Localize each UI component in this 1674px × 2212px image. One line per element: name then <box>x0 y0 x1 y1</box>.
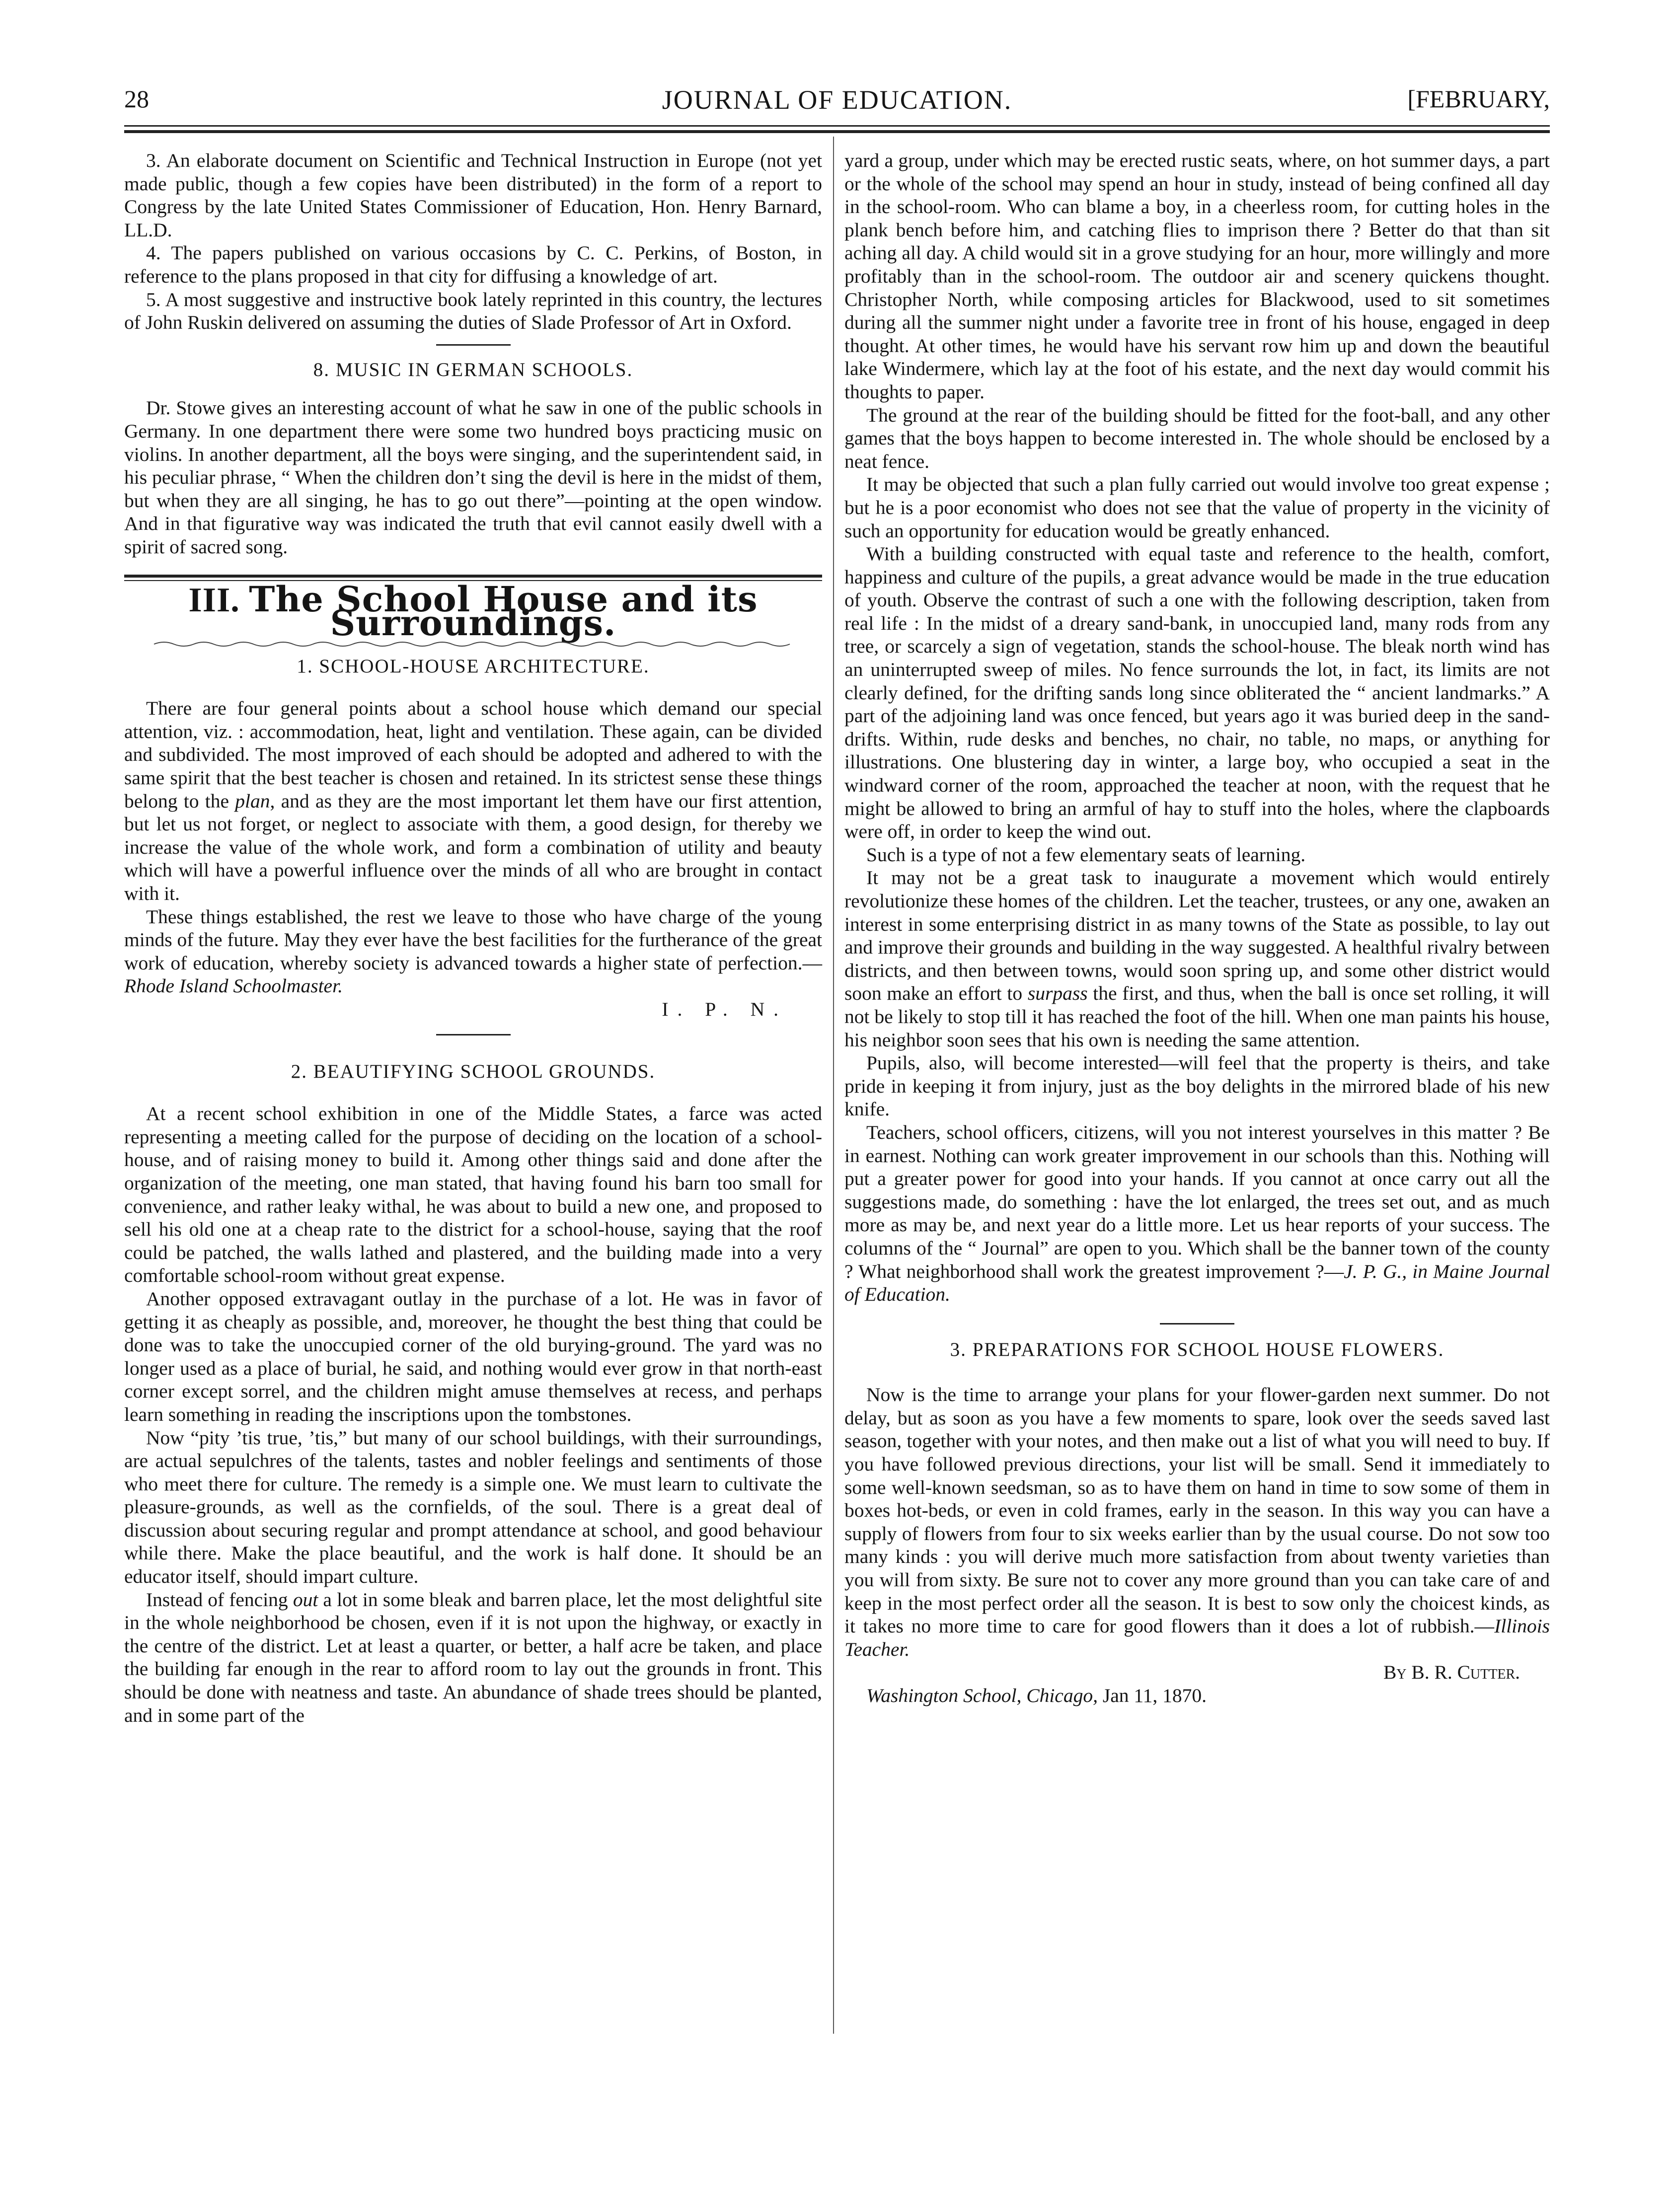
grounds-paragraph-4: Instead of fencing out a lot in some bleak and barren place, let the most delightful site in the whole neighborhood be chosen, even if it is not upon the highway, or exactly in the centre of the district. Let at least a quarter, or better, a half acre be taken, and place the building far enough in the rear to afford room to lay out the grounds in front. This should be done with neatness and taste. An abundance of shade trees should be planted, and in some part of the <box>124 1588 822 1726</box>
flowers-source: Illinois Teacher. <box>844 1615 1550 1660</box>
left-column <box>124 149 822 1727</box>
grounds-paragraph-1: At a recent school exhibition in one of the Middle States, a farce was acted representing a meeting called for the purpose of deciding on the location of a school-house, and of raising money to build it. Among other things said and done after the organization of the meeting, one man stated, that having found his barn too small for convenience, and rather leaky withal, he was about to build a new one, and proposed to sell his old one at a cheap rate to the district for a school-house, saying that the roof could be patched, the walls lathed and plastered, and the building made into a very comfortable school-room without great expense. <box>124 1103 822 1287</box>
issue-month: [FEBRUARY, <box>1407 85 1550 113</box>
part-rule-thick <box>124 575 822 578</box>
part-numeral: III. <box>188 581 240 619</box>
part-title-text: The School House and its Surroundings. <box>249 578 758 644</box>
architecture-paragraph-1: There are four general points about a school house which demand our special attention, viz. : accommodation, heat, light and ventilation. These again, can be divided and subdivided. The most improved of each should be adopted and adhered to with the same spirit that the best teacher is chosen and retained. In its strictest sense these things belong to the plan, and as they are the most important let them have our first attention, but let us not forget, or neglect to associate with them, a good design, for thereby we increase the value of the whole work, and form a combination of utility and beauty which will have a powerful influence over the minds of all who are brought in contact with it. <box>124 697 822 905</box>
architecture-paragraph-2: These things established, the rest we leave to those who have charge of the young minds of the future. May they ever have the best facilities for the furtherance of the great work of education, whereby society is advanced towards a higher state of perfection.—Rhode Island Schoolmaster. <box>124 905 822 997</box>
grounds-paragraph-11: Teachers, school officers, citizens, will you not interest yourselves in this matter ? Be in earnest. Nothing can work greater improvement in our schools than this. Nothing will put a greater power for good into your hands. If you cannot at once carry out all the suggestions made, do something : have the lot enlarged, the trees set out, and as much more as may be, and next year do a little more. Let us hear reports of your success. The columns of the “ Journal” are open to you. Which shall be the banner town of the county ? What neighborhood shall work the greatest improvement ?—J. P. G., in Maine Journal of Education. <box>844 1121 1550 1306</box>
section-rule <box>1160 1323 1234 1325</box>
architecture-signature: I. P. N. <box>662 998 787 1020</box>
music-heading: 8. MUSIC IN GERMAN SCHOOLS. <box>313 359 633 380</box>
column-divider <box>833 137 834 2034</box>
header-rule-thick <box>124 130 1550 133</box>
section-rule <box>436 344 511 346</box>
grounds-continued: yard a group, under which may be erected rustic seats, where, on hot summer days, a part or the whole of the school may spend an hour in study, instead of being confined all day in the school-room. Who can blame a boy, in a cheerless room, for cutting holes in the plank bench before him, and catching flies to imprison there ? Better do that than sit aching all day. A child would sit in a grove studying for an hour, more willingly and more profitably than in the school-room. The outdoor air and scenery quickens thought. Christopher North, while composing articles for Blackwood, used to sit sometimes during all the summer night under a favorite tree in front of his house, engaged in deep thought. At other times, he would have his servant row him up and down the beautiful lake Windermere, which lay at the foot of his estate, and the next day would commit his thoughts to paper. <box>844 149 1550 403</box>
grounds-paragraph-2: Another opposed extravagant outlay in the purchase of a lot. He was in favor of getting it as cheaply as possible, and, moreover, he thought the best thing that could be done was to take the unoccupied corner of the old burying-ground. The yard was no longer used as a place of burial, he said, and nothing would ever grow in that north-east corner except sorrel, and the children might amuse themselves at recess, and perhaps learn something in reading the inscriptions upon the tombstones. <box>124 1287 822 1425</box>
flowers-signature: By B. R. Cutter. <box>1383 1661 1520 1684</box>
page-number: 28 <box>124 85 149 113</box>
architecture-heading: 1. SCHOOL-HOUSE ARCHITECTURE. <box>297 655 650 677</box>
header-rule-thin <box>124 125 1550 127</box>
part-title <box>124 578 822 644</box>
flowers-paragraph: Now is the time to arrange your plans for your flower-garden next summer. Do not delay, but as soon as you have a few moments to spare, look over the seeds saved last season, together with your notes, and then make out a list of what you will need to buy. If you have followed previous directions, your list will be small. Send it immediately to some well-known seedsman, so as to have them on hand in time to sow some of them in boxes hot-beds, or even in cold frames, early in the season. In this way you can have a supply of flowers from four to six weeks earlier than by the usual course. Do not sow too many kinds : you will derive much more satisfaction from about twenty varieties than you will from sixty. Be sure not to cover any more ground than you can take care of and keep in the most perfect order all the season. It is best to sow only the choicest kinds, as it takes no more time to care for good flowers than it does a lot of rubbish.—Illinois Teacher. <box>844 1384 1550 1660</box>
grounds-heading: 2. BEAUTIFYING SCHOOL GROUNDS. <box>291 1060 656 1082</box>
grounds-paragraph-5: The ground at the rear of the building should be fitted for the foot-ball, and any other games that the boys happen to become interested in. The whole should be enclosed by a neat fence. <box>844 404 1550 472</box>
grounds-source: J. P. G., in Maine Journal of Education. <box>844 1260 1550 1306</box>
list-item-4: 4. The papers published on various occasions by C. C. Perkins, of Boston, in reference to the plans proposed in that city for diffusing a knowledge of art. <box>124 242 822 287</box>
grounds-paragraph-7: With a building constructed with equal taste and reference to the health, comfort, happiness and culture of the pupils, a great advance would be made in the true education of youth. Observe the contrast of such a one with the following description, taken from real life : In the midst of a dreary sand-bank, in unoccupied land, many rods from any tree, or scarcely a sign of vegetation, stands the school-house. The bleak north wind has an uninterrupted sweep of miles. No fence surrounds the lot, in fact, its limits are not clearly defined, for the drifting sands long since obliterated the “ ancient landmarks.” A part of the adjoining land was once fenced, but years ago it was buried deep in the sand-drifts. Within, rude desks and benches, no chair, no table, no maps, or anything for illustrations. One blustering day in winter, a large boy, who occupied a seat in the windward corner of the room, approached the teacher at noon, with the request that he might be allowed to bring an armful of hay to stuff into the holes, where the clapboards were off, in order to keep the wind out. <box>844 543 1550 843</box>
grounds-paragraph-3: Now “pity ’tis true, ’tis,” but many of our school buildings, with their surroundings, are actual sepulchres of the talents, tastes and nobler feelings and sentiments of those who meet there for culture. The remedy is a simple one. We must learn to cultivate the pleasure-grounds, as well as the cornfields, of the soul. There is a great deal of discussion about securing regular and prompt attendance at school, and good behaviour while there. Make the place beautiful, and the work is half done. It should be an educator itself, should impart culture. <box>124 1426 822 1588</box>
architecture-source: Rhode Island Schoolmaster. <box>124 975 343 997</box>
flowers-heading: 3. PREPARATIONS FOR SCHOOL HOUSE FLOWERS. <box>950 1338 1445 1360</box>
right-column <box>844 149 1550 1707</box>
section-rule <box>436 1034 511 1035</box>
grounds-paragraph-9: It may not be a great task to inaugurate a movement which would entirely revolutionize these homes of the children. Let the teacher, trustees, or any one, awaken an interest in some enterprising district in as many towns of the State as possible, to lay out and improve their grounds and building in the way suggested. A healthful rivalry between districts, and then between towns, would soon spring up, and some other district would soon make an effort to surpass the first, and thus, when the ball is once set rolling, it will not be likely to stop till it has reached the foot of the hill. When one man paints his house, his neighbor soon sees that his own is needing the same attention. <box>844 867 1550 1051</box>
list-item-3: 3. An elaborate document on Scientific and Technical Instruction in Europe (not yet made public, though a few copies have been distributed) in the form of a report to Congress by the late United States Commissioner of Education, Hon. Henry Barnard, LL.D. <box>124 149 822 241</box>
grounds-paragraph-10: Pupils, also, will become interested—will feel that the property is theirs, and take pride in keeping it from injury, just as the boy delights in the mirrored blade of his new knife. <box>844 1052 1550 1120</box>
journal-title: JOURNAL OF EDUCATION. <box>662 85 1012 115</box>
page-header <box>124 84 1550 124</box>
grounds-paragraph-6: It may be objected that such a plan fully carried out would involve too great expense ; but he is a poor economist who does not see that the value of property in the vicinity of such an opportunity for education would be greatly enhanced. <box>844 473 1550 542</box>
grounds-paragraph-8: Such is a type of not a few elementary seats of learning. <box>866 843 1306 866</box>
music-paragraph: Dr. Stowe gives an interesting account of what he saw in one of the public schools in Germany. In one department there were some two hundred boys practicing music on violins. In another department, all the boys were singing, and the superintendent said, in his peculiar phrase, “ When the children don’t sing the devil is here in the midst of them, but when they are all singing, he has to go out there”—pointing at the open window. And in that figurative way was indicated the truth that evil cannot easily dwell with a spirit of sacred song. <box>124 397 822 558</box>
dateline: Washington School, Chicago, Jan 11, 1870. <box>866 1685 1207 1706</box>
list-item-5: 5. A most suggestive and instructive book lately reprinted in this country, the lectures of John Ruskin delivered on assuming the duties of Slade Professor of Art in Oxford. <box>124 288 822 334</box>
